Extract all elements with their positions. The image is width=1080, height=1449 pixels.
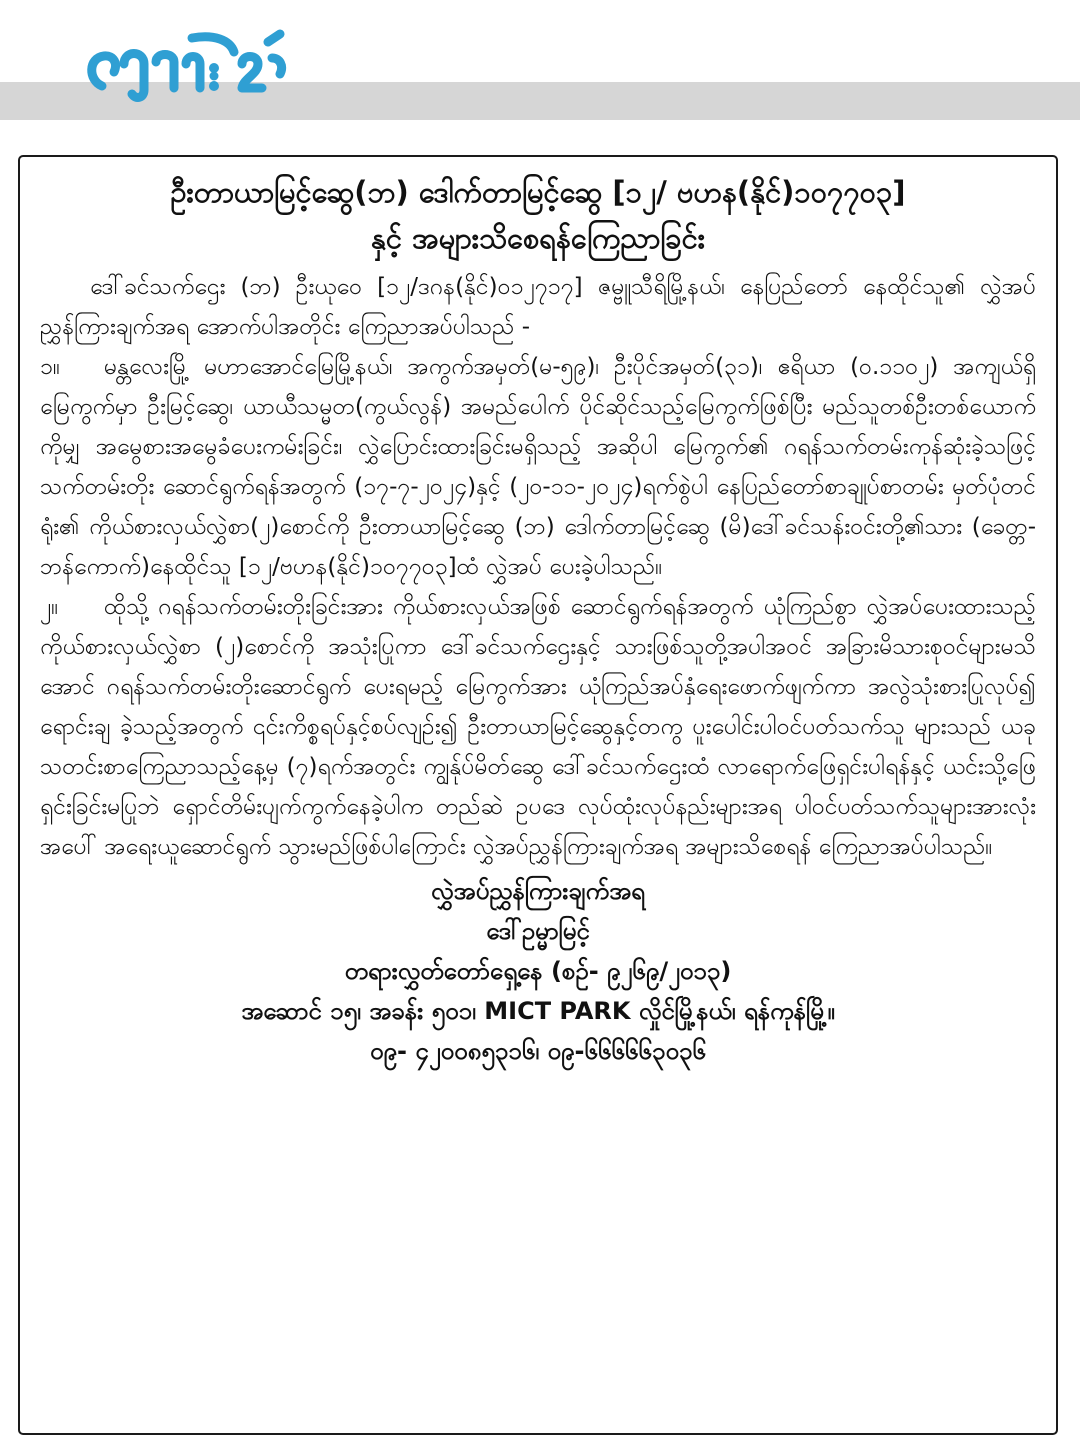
signature-address: အဆောင် ၁၅၊ အခန်း ၅၀၁၊ MICT PARK လှိုင်မြို့နယ်၊ ရန်ကုန်မြို့။ xyxy=(241,997,835,1025)
notice-item-2 xyxy=(40,587,1036,867)
item-text: ထိုသို့ ဂရန်သက်တမ်းတိုးခြင်းအား ကိုယ်စားလှယ်အဖြစ် ဆောင်ရွက်ရန်အတွက် ယုံကြည်စွာ လွှဲအပ်ပေးထားသည့် ကိုယ်စားလှယ်လွှဲစာ (၂)စောင်ကို အသုံးပြုကာ ဒေါ်ခင်သက်ဌေးနှင့် သားဖြစ်သူတို့အပါအဝင် အခြားမိသားစုဝင်များမသိအောင် ဂရန်သက်တမ်းတိုးဆောင်ရွက် ပေးရမည့် မြေကွက်အား ယုံကြည်အပ်နှံရေးဖောက်ဖျက်ကာ အလွဲသုံးစားပြုလုပ်၍ ရောင်းချ ခဲ့သည့်အတွက် ၎င်းကိစ္စရပ်နှင့်စပ်လျဉ်း၍ ဦးတာယာမြင့်ဆွေနှင့်တကွ ပူးပေါင်းပါဝင်ပတ်သက်သူ များသည် ယခုသတင်းစာကြေညာသည့်နေ့မှ (၇)ရက်အတွင်း ကျွန်ုပ်မိတ်ဆွေ ဒေါ်ခင်သက်ဌေးထံ လာရောက်ဖြေရှင်းပါရန်နှင့် ယင်းသို့ဖြေရှင်းခြင်းမပြုဘဲ ရှောင်တိမ်းပျက်ကွက်နေခဲ့ပါက တည်ဆဲ ဥပဒေ လုပ်ထုံးလုပ်နည်းများအရ ပါဝင်ပတ်သက်သူများအားလုံးအပေါ် အရေးယူဆောင်ရွက် သွားမည်ဖြစ်ပါကြောင်း လွှဲအပ်ညွှန်ကြားချက်အရ အများသိစေရန် ကြေညာအပ်ပါသည်။ xyxy=(40,594,1036,860)
notice-intro-paragraph: ဒေါ်ခင်သက်ဌေး (ဘ) ဦးယုဝေ [၁၂/ဒဂန(နိုင်)၀၁၂၇၁၇] ဇမ္ဗူသီရိမြို့နယ်၊ နေပြည်တော် နေထိုင်သူ၏ လွှဲအပ်ညွှန်ကြားချက်အရ အောက်ပါအတိုင်း ကြေညာအပ်ပါသည် - xyxy=(40,274,1036,340)
signature-name: ဒေါ်ဥမ္မာမြင့် xyxy=(486,917,590,945)
item-number: ၂။ xyxy=(40,594,59,620)
signature-block xyxy=(40,871,1036,1071)
signature-title: တရားလွှတ်တော်ရှေ့နေ (စဉ်- ၉၂၆၉/၂၀၁၃) xyxy=(344,957,732,985)
item-number: ၁။ xyxy=(40,354,60,380)
newspaper-advertisement-logo xyxy=(84,28,294,108)
signature-phone: ၀၉- ၄၂၀၀၈၅၃၁၆၊ ၀၉-၆၆၆၆၆၃၀၃၆ xyxy=(370,1037,706,1065)
notice-item-1 xyxy=(40,347,1036,587)
notice-box xyxy=(18,155,1058,1435)
signature-instruction: လွှဲအပ်ညွှန်ကြားချက်အရ xyxy=(431,877,645,905)
notice-title-line-1: ဦးတာယာမြင့်ဆွေ(ဘ) ဒေါက်တာမြင့်ဆွေ [၁၂/ ဗဟန(နိုင်)၁၀၇၇၀၃] xyxy=(170,175,906,209)
item-text: မန္တလေးမြို့ မဟာအောင်မြေမြို့နယ်၊ အကွက်အမှတ်(မ-၅၉)၊ ဦးပိုင်အမှတ်(၃၁)၊ ဧရိယာ (၀.၁၁၀၂) အကျယ်ရှိ မြေကွက်မှာ ဦးမြင့်ဆွေ၊ ယာယီသမ္မတ(ကွယ်လွန်) အမည်ပေါက် ပိုင်ဆိုင်သည့်မြေကွက်ဖြစ်ပြီး မည်သူတစ်ဦးတစ်ယောက်ကိုမျှ အမွေစားအမွေခံပေးကမ်းခြင်း၊ လွှဲပြောင်းထားခြင်းမရှိသည့် အဆိုပါ မြေကွက်၏ ဂရန်သက်တမ်းကုန်ဆုံးခဲ့သဖြင့် သက်တမ်းတိုး ဆောင်ရွက်ရန်အတွက် (၁၇-၇-၂၀၂၄)နှင့် (၂၀-၁၁-၂၀၂၄)ရက်စွဲပါ နေပြည်တော်စာချုပ်စာတမ်း မှတ်ပုံတင်ရုံး၏ ကိုယ်စားလှယ်လွှဲစာ(၂)စောင်ကို ဦးတာယာမြင့်ဆွေ (ဘ) ဒေါက်တာမြင့်ဆွေ (မိ)ဒေါ်ခင်သန်းဝင်းတို့၏သား (ခေတ္တ-ဘန်ကောက်)နေထိုင်သူ [၁၂/ဗဟန(နိုင်)၁၀၇၇၀၃]ထံ လွှဲအပ် ပေးခဲ့ပါသည်။ xyxy=(40,354,1036,580)
notice-title-line-2: နှင့် အများသိစေရန်ကြေညာခြင်း xyxy=(370,221,706,255)
